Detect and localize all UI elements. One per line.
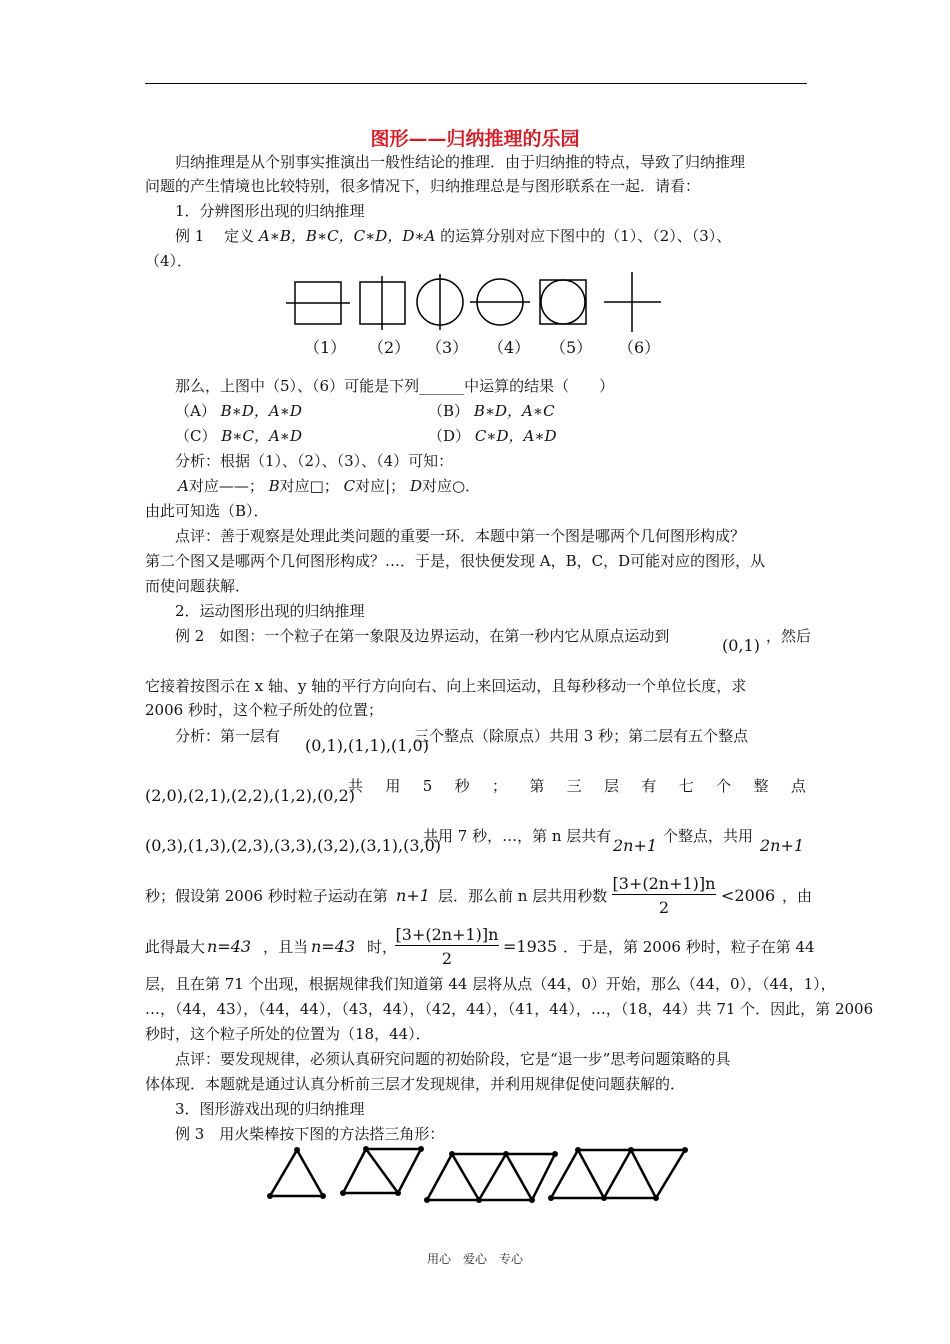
section-3-heading: 3．图形游戏出现的归纳推理 xyxy=(175,1100,365,1118)
inequality-2006: <2006 xyxy=(721,886,776,905)
figure-label-5: （5） xyxy=(550,338,593,357)
intro-line-2: 问题的产生情境也比较特别，很多情况下，归纳推理总是与图形联系在一起．请看： xyxy=(145,177,701,195)
layer-3-points: (0,3),(1,3),(2,3),(3,3),(3,2),(3,1),(3,0) xyxy=(145,836,442,855)
n-equals-43-b: n=43 xyxy=(311,937,356,956)
correspondence-line: A对应——； B对应□； C对应|； D对应○． xyxy=(178,477,481,495)
operations-list: A∗B，B∗C，C∗D，D∗A xyxy=(258,227,436,245)
triangles-2 xyxy=(343,1149,421,1193)
conclusion-1: 由此可知选（B）． xyxy=(145,502,269,520)
analysis-2-when: ，且当 xyxy=(263,938,309,956)
analysis-2-line-m: 层，且在第 71 个出现，根据规律我们知道第 44 层将从点（44，0）开始，那么（44，0），（44，1）， xyxy=(145,975,836,993)
analysis-2-time: 时， xyxy=(367,938,398,956)
layer-2-points: (2,0),(2,1),(2,2),(1,2),(0,2) xyxy=(145,786,355,805)
triangles-1 xyxy=(270,1150,323,1196)
analysis-2-seconds: 层．那么前 n 层共用秒数 xyxy=(438,887,608,905)
expr-2n-plus-1-a: 2n+1 xyxy=(613,836,658,855)
figure-label-1: （1） xyxy=(304,338,347,357)
analysis-1: 分析：根据（1）、（2）、（3）、（4）可知： xyxy=(175,452,454,470)
option-c: （C） B∗C，A∗D xyxy=(175,427,303,445)
example-2-line-3: 2006 秒时，这个粒子所处的位置； xyxy=(145,701,383,719)
example-1-cont: （4）． xyxy=(145,252,193,270)
figure-label-4: （4） xyxy=(488,338,531,357)
figure-label-3: （3） xyxy=(426,338,469,357)
layer-1-points: (0,1),(1,1),(1,0) xyxy=(305,736,429,755)
section-2-heading: 2．运动图形出现的归纳推理 xyxy=(175,602,365,620)
analysis-2-spaced: 共 用 5 秒 ； 第 三 层 有 七 个 整 点 xyxy=(348,777,806,795)
triangles-4 xyxy=(551,1150,685,1198)
option-d: （D） C∗D，A∗D xyxy=(428,427,557,445)
analysis-2-max: 此得最大 xyxy=(145,938,206,956)
figure-label-2: （2） xyxy=(368,338,411,357)
review-1-line-3: 而使问题获解． xyxy=(145,577,251,595)
intro-line-1: 归纳推理是从个别事实推演出一般性结论的推理．由于归纳推的特点，导致了归纳推理 xyxy=(175,153,746,171)
page-footer: 用心 爱心 专心 xyxy=(426,1252,523,1266)
analysis-2-layer1: 三个整点（除原点）共用 3 秒；第二层有五个整点 xyxy=(414,727,749,745)
analysis-2-layer-n: 共用 7 秒，…，第 n 层共有 xyxy=(423,827,612,845)
option-a: （A） B∗D，A∗D xyxy=(175,402,302,420)
n-equals-43-a: n=43 xyxy=(207,937,252,956)
example-3: 例 3 用火柴棒按下图的方法搭三角形： xyxy=(175,1125,445,1143)
fraction-denominator-2: 2 xyxy=(441,949,453,968)
example-2-line-1: 例 2 如图：一个粒子在第一象限及边界运动，在第一秒内它从原点运动到 xyxy=(175,627,670,645)
figure-label-6: （6） xyxy=(618,338,661,357)
fraction-numerator-2: [3+(2n+1)]n xyxy=(395,925,499,944)
expr-2n-plus-1-b: 2n+1 xyxy=(760,836,805,855)
example-2-line-2: 它接着按图示在 x 轴、y 轴的平行方向向右、向上来回运动，且每秒移动一个单位长度，求 xyxy=(145,677,747,695)
review-2-line-2: 体体现．本题就是通过认真分析前三层才发现规律，并利用规律促使问题获解的． xyxy=(145,1075,686,1093)
review-2-line-1: 点评：要发现规律，必须认真研究问题的初始阶段，它是“退一步”思考问题策略的具 xyxy=(175,1050,731,1068)
expr-n-plus-1: n+1 xyxy=(396,886,430,905)
analysis-2-line-n: …，（44，43），（44，44），（43，44），（42，44），（41，44），…，（18，44）共 71 个．因此，第 2006 xyxy=(145,1000,874,1018)
review-1-line-2: 第二个图又是哪两个几何图形构成？…．于是，很快便发现 A，B，C，D可能对应的图形，从 xyxy=(145,552,766,570)
analysis-2-result: ．于是，第 2006 秒时，粒子在第 44 xyxy=(563,938,815,956)
option-b: （B） B∗D，A∗C xyxy=(428,402,555,420)
question-1: 那么，上图中（5）、（6）可能是下列______中运算的结果（ ） xyxy=(175,377,615,395)
review-1-line-1: 点评：善于观察是处理此类问题的重要一环．本题中第一个图是哪两个几何图形构成？ xyxy=(175,527,746,545)
analysis-2-thus: ，由 xyxy=(782,887,813,905)
analysis-2-start: 分析：第一层有 xyxy=(175,727,281,745)
example-1: 例 1 定义 A∗B，B∗C，C∗D，D∗A 的运算分别对应下图中的（1）、（2）、（3）、 xyxy=(175,227,732,245)
analysis-2-line-o: 秒时，这个粒子所处的位置为（18，44）． xyxy=(145,1025,431,1043)
triangles-3 xyxy=(427,1154,555,1200)
analysis-2-assume: 秒；假设第 2006 秒时粒子运动在第 xyxy=(145,887,388,905)
page-title: 图形——归纳推理的乐园 xyxy=(370,128,580,150)
fraction-numerator: [3+(2n+1)]n xyxy=(612,874,716,893)
equals-1935: =1935 xyxy=(503,937,558,956)
fraction-denominator: 2 xyxy=(658,898,670,917)
example-2-then: ，然后 xyxy=(766,627,812,645)
section-1-heading: 1．分辨图形出现的归纳推理 xyxy=(175,202,365,220)
point-0-1: (0,1) xyxy=(722,636,760,655)
analysis-2-total: 个整点，共用 xyxy=(663,827,754,845)
